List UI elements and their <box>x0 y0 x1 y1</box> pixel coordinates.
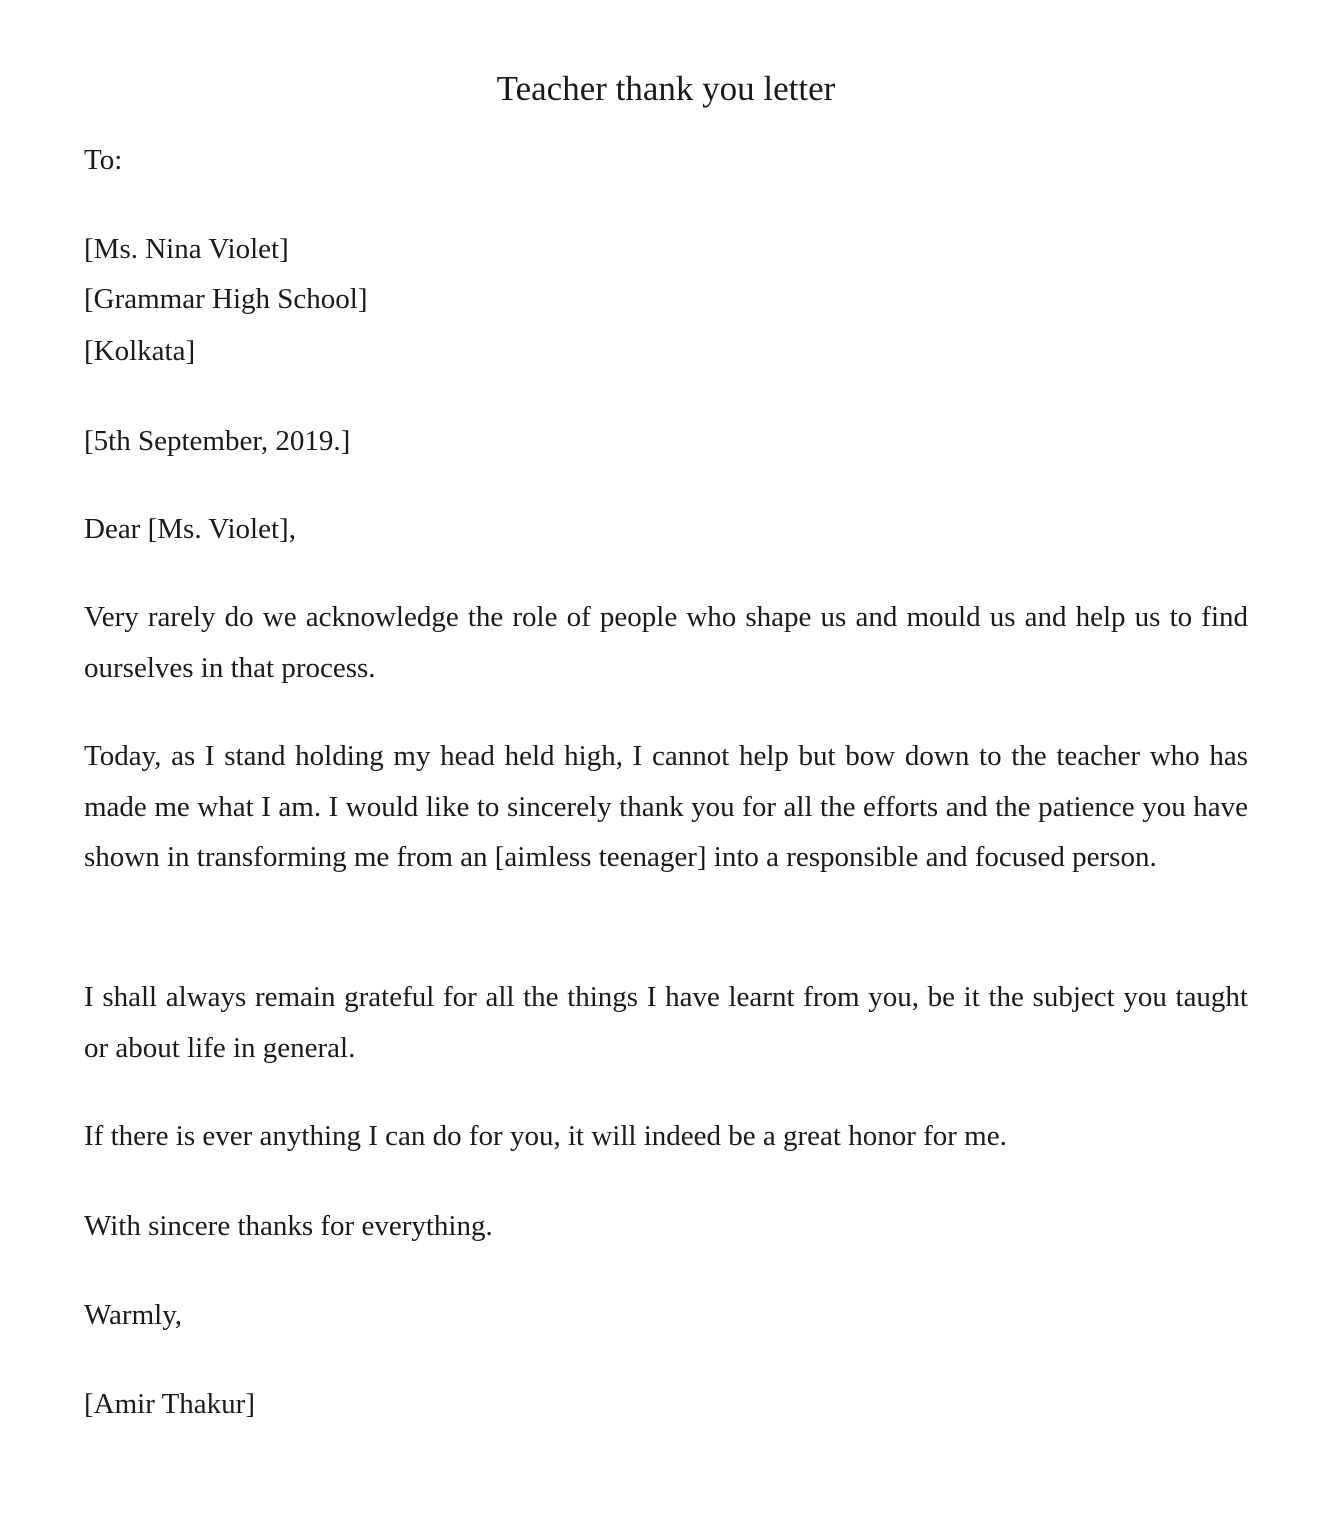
body-paragraph: I shall always remain grateful for all the things I have learnt from you, be it the subject you taught or about life in general. <box>84 981 1248 1064</box>
body-paragraph: With sincere thanks for everything. <box>84 1210 493 1242</box>
signature: [Amir Thakur] <box>84 1388 255 1420</box>
closing: Warmly, <box>84 1299 183 1331</box>
body-paragraph: Today, as I stand holding my head held high, I cannot help but bow down to the teacher who has made me what I am. I would like to sincerely thank you for all the efforts and the patience you have shown in transforming me from an [aimless teenager] into a responsible and focused person. <box>84 740 1248 873</box>
salutation: Dear [Ms. Violet], <box>84 513 296 545</box>
body-paragraph: Very rarely do we acknowledge the role of people who shape us and mould us and help us to find ourselves in that process. <box>84 601 1248 684</box>
to-label: To: <box>84 144 123 176</box>
letter-title: Teacher thank you letter <box>496 69 836 108</box>
letter-date: [5th September, 2019.] <box>84 425 351 457</box>
body-paragraph: If there is ever anything I can do for you, it will indeed be a great honor for me. <box>84 1120 1007 1152</box>
recipient-name: [Ms. Nina Violet] <box>84 233 289 265</box>
recipient-city: [Kolkata] <box>84 335 196 367</box>
recipient-school: [Grammar High School] <box>84 283 368 315</box>
